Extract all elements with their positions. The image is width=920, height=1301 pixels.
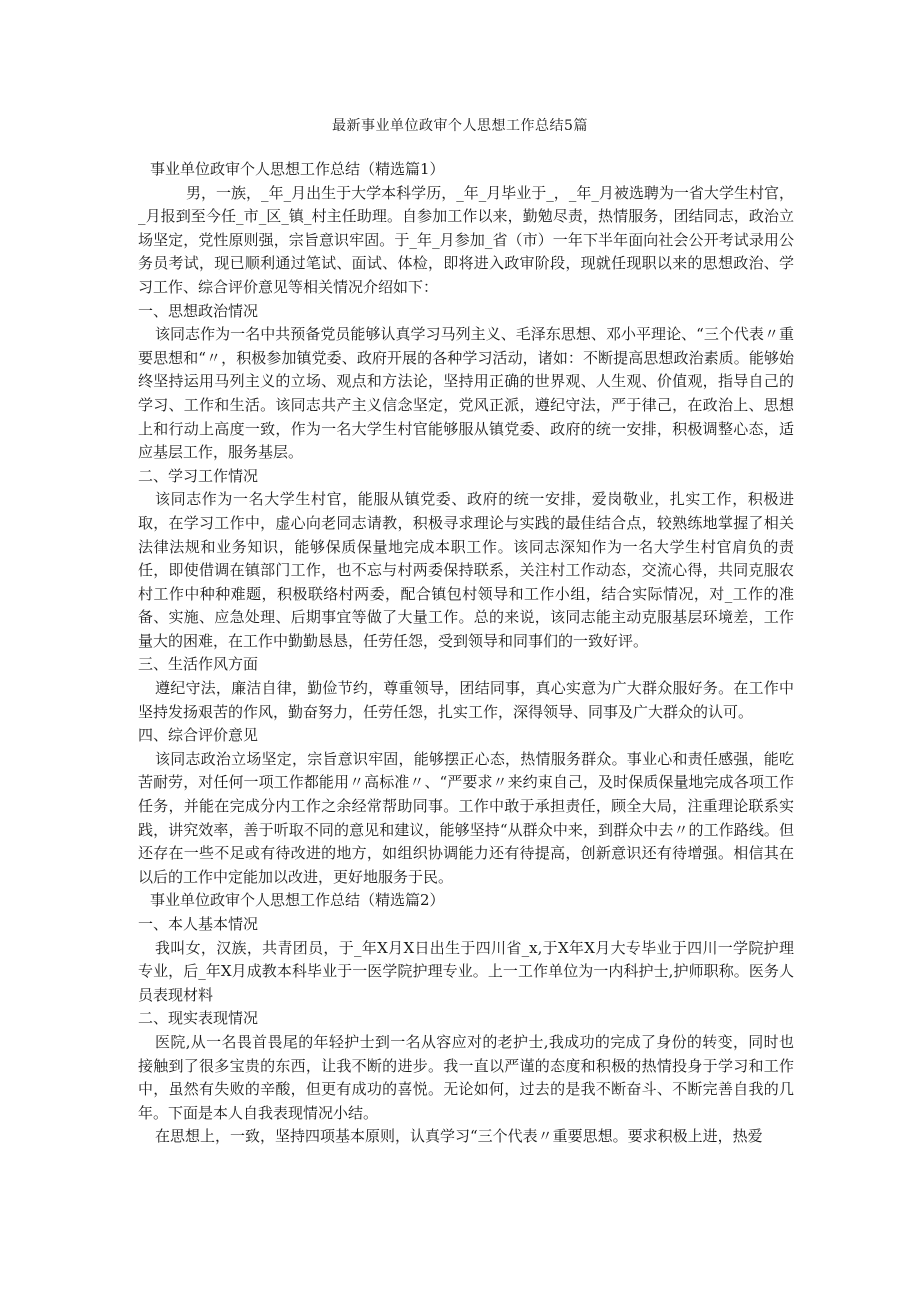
body-paragraph: 在思想上，一致，坚持四项基本原则，认真学习“三个代表〃重要思想。要求积极上进，热爱 <box>155 1127 763 1146</box>
subsection-heading: 一、思想政治情况 <box>138 301 259 320</box>
body-paragraph: 我叫女，汉族，共青团员，于_年X月X日出生于四川省_x,于X年X月大专毕业于四川一学院护理专业，后_年X月成教本科毕业于一医学院护理专业。上一工作单位为一内科护士,护师职称。医务人员表现材料 <box>138 938 794 1004</box>
body-paragraph: 遵纪守法，廉洁自律，勤俭节约，尊重领导，团结同事，真心实意为广大群众服好务。在工作中坚持发扬艰苦的作风，勤奋努力，任劳任怨，扎实工作，深得领导、同事及广大群众的认可。 <box>138 679 794 721</box>
document-body <box>138 158 794 1149</box>
subsection-heading: 二、学习工作情况 <box>138 466 259 485</box>
subsection-heading: 三、生活作风方面 <box>138 655 259 674</box>
body-paragraph: 男，一族，_年_月出生于大学本科学历，_年_月毕业于_，_年_月被选聘为一省大学生村官，_月报到至今任_市_区_镇_村主任助理。自参加工作以来，勤勉尽责，热情服务，团结同志，政治立场坚定，党性原则强，宗旨意识牢固。于_年_月参加_省（市）一年下半年面向社会公开考试录用公务员考试，现已顺利通过笔试、面试、体检，即将进入政审阶段，现就任现职以来的思想政治、学习工作、综合评价意见等相关情况介绍如下： <box>138 183 794 296</box>
body-paragraph: 该同志作为一名中共预备党员能够认真学习马列主义、毛泽东思想、邓小平理论、“三个代表〃重要思想和“〃，积极参加镇党委、政府开展的各种学习活动，诸如：不断提高思想政治素质。能够始终坚持运用马列主义的立场、观点和方法论，坚持用正确的世界观、人生观、价值观，指导自己的学习、工作和生活。该同志共产主义信念坚定，党风正派，遵纪守法，严于律己，在政治上、思想上和行动上高度一致，作为一名大学生村官能够服从镇党委、政府的统一安排，积极调整心态，适应基层工作，服务基层。 <box>138 325 794 462</box>
subsection-heading: 一、本人基本情况 <box>138 915 259 933</box>
document-title: 最新事业单位政审个人思想工作总结5篇 <box>332 118 588 134</box>
section-heading: 事业单位政审个人思想工作总结（精选篇1） <box>150 160 445 178</box>
body-paragraph: 该同志作为一名大学生村官，能服从镇党委、政府的统一安排，爱岗敬业，扎实工作，积极进取，在学习工作中，虚心向老同志请教，积极寻求理论与实践的最佳结合点，较熟练地掌握了相关法律法规和业务知识，能够保质保量地完成本职工作。该同志深知作为一名大学生村官肩负的责任，即使借调在镇部门工作，也不忘与村两委保持联系，关注村工作动态，交流心得，共同克服农村工作中种种难题，积极联络村两委，配合镇包村领导和工作小组，结合实际情况，对_工作的准备、实施、应急处理、后期事宜等做了大量工作。总的来说，该同志能主动克服基层环境差，工作量大的困难，在工作中勤勤恳恳，任劳任怨，受到领导和同事们的一致好评。 <box>138 490 794 650</box>
body-paragraph: 医院,从一名畏首畏尾的年轻护士到一名从容应对的老护士,我成功的完成了身份的转变，同时也接触到了很多宝贵的东西，让我不断的进步。我一直以严谨的态度和积极的热情投身于学习和工作中，虽然有失败的辛酸，但更有成功的喜悦。无论如何，过去的是我不断奋斗、不断完善自我的几年。下面是本人自我表现情况小结。 <box>138 1032 794 1122</box>
subsection-heading: 二、现实表现情况 <box>138 1009 259 1028</box>
body-paragraph: 该同志政治立场坚定，宗旨意识牢固，能够摆正心态，热情服务群众。事业心和责任感强，能吃苦耐劳，对任何一项工作都能用〃高标准〃、“严要求〃来约束自己，及时保质保量地完成各项工作任务，并能在完成分内工作之余经常帮助同事。工作中敢于承担责任，顾全大局，注重理论联系实践，讲究效率，善于听取不同的意见和建议，能够坚持“从群众中来，到群众中去〃的工作路线。但还存在一些不足或有待改进的地方，如组织协调能力还有待提高，创新意识还有待增强。相信其在以后的工作中定能加以改进，更好地服务于民。 <box>138 749 794 886</box>
subsection-heading: 四、综合评价意见 <box>138 726 259 745</box>
section-heading: 事业单位政审个人思想工作总结（精选篇2） <box>150 891 445 910</box>
